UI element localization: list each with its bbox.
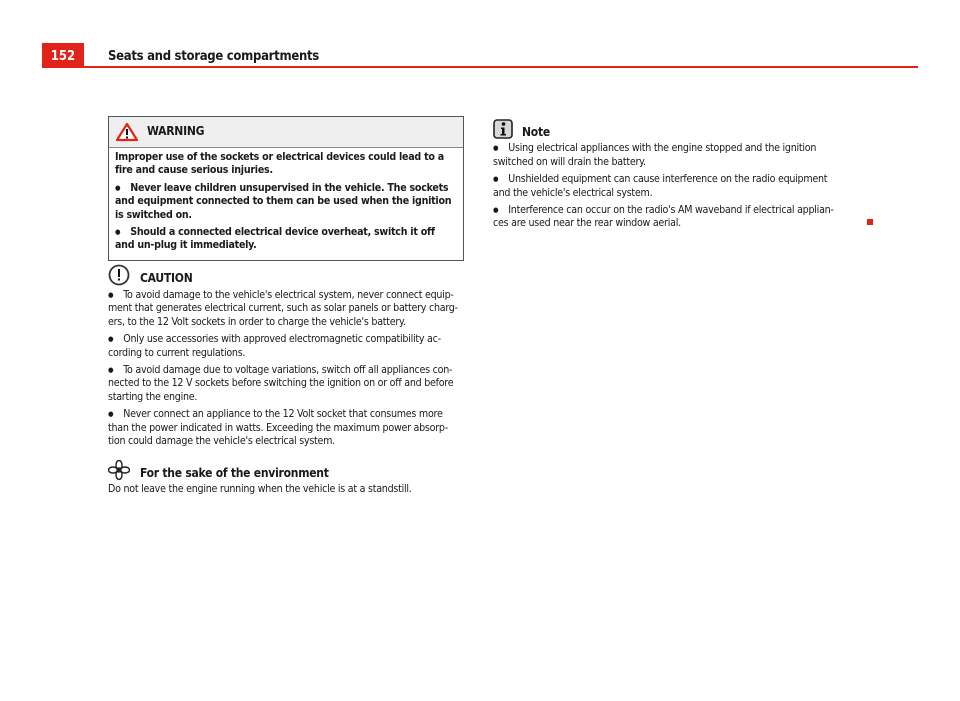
environment-title: For the sake of the environment [140, 465, 329, 480]
warning-title: WARNING [147, 124, 205, 139]
caution-bullet: ● To avoid damage due to voltage variations, switch off all appliances con-nected to the 12 V sockets before switching the ignition on or off and before starting the engine. [108, 364, 464, 404]
note-bullet: ● Unshielded equipment can cause interference on the radio equipment and the vehicle's electrical system. [493, 173, 843, 200]
warning-triangle-icon [115, 122, 139, 142]
page-title: Seats and storage compartments [108, 49, 319, 64]
environment-flower-icon [108, 460, 130, 480]
page-number: 152 [42, 43, 84, 67]
warning-intro: Improper use of the sockets or electrical devices could lead to a fire and cause serious injuries. [115, 151, 444, 177]
caution-bullet: ● To avoid damage to the vehicle's electrical system, never connect equip-ment that generates electrical current, such as solar panels or battery charg-ers, to the 12 Volt sockets in order to charge the vehicle's battery. [108, 289, 464, 329]
note-title: Note [522, 125, 550, 139]
caution-title: CAUTION [140, 271, 193, 286]
note-section [493, 118, 843, 235]
caution-icon [108, 264, 130, 286]
info-icon [493, 119, 513, 139]
caution-section [108, 264, 464, 501]
header-rule [42, 66, 918, 68]
note-bullet: ● Using electrical appliances with the engine stopped and the ignition switched on will drain the battery. [493, 142, 843, 169]
warning-bullet: ● Should a connected electrical device overheat, switch it off and un-plug it immediately. [115, 226, 457, 253]
warning-box [108, 116, 464, 261]
caution-bullet: ● Never connect an appliance to the 12 Volt socket that consumes more than the power indicated in watts. Exceeding the maximum power absorp-tion could damage the vehicle's electrical system. [108, 408, 464, 448]
note-bullet: ● Interference can occur on the radio's AM waveband if electrical applian-ces are used near the rear window aerial. [493, 204, 843, 231]
warning-bullet: ● Never leave children unsupervised in the vehicle. The sockets and equipment connected to them can be used when the ignition is switched on. [115, 182, 457, 222]
caution-bullet: ● Only use accessories with approved electromagnetic compatibility ac-cording to current regulations. [108, 333, 464, 360]
end-of-section-marker [867, 219, 873, 225]
environment-text: Do not leave the engine running when the vehicle is at a standstill. [108, 483, 412, 496]
